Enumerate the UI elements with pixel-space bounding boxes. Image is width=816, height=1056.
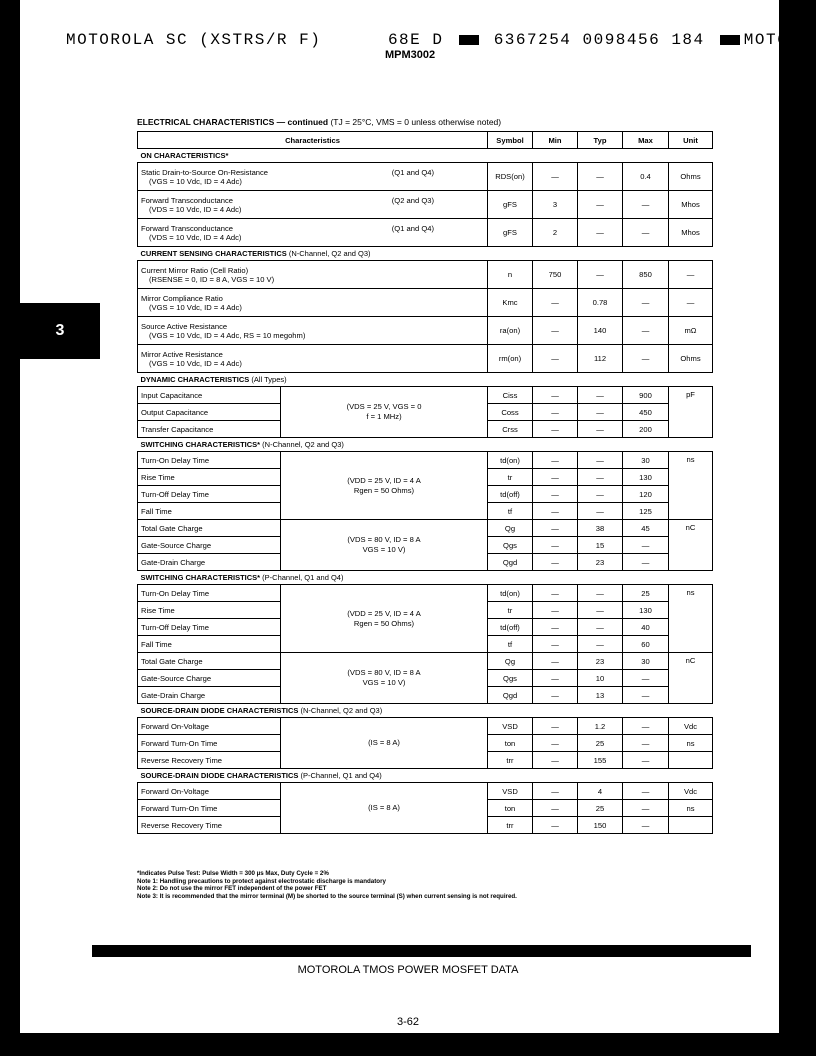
typ-cell: 23 [578,653,623,670]
scan-border-right [779,0,816,1056]
char-name: Transfer Capacitance [138,421,281,438]
test-condition: (VGS = 10 Vdc, ID = 4 Adc) [149,176,242,186]
min-cell: — [533,636,578,653]
typ-cell: 10 [578,670,623,687]
symbol-cell: Coss [488,404,533,421]
section-title: ON CHARACTERISTICS* [140,151,229,160]
symbol-cell: tr [488,469,533,486]
section-switching-p [138,571,713,585]
table-title-bold: ELECTRICAL CHARACTERISTICS — continued [137,117,329,127]
symbol-cell: VSD [488,718,533,735]
char-name: Reverse Recovery Time [138,817,281,834]
max-cell: — [623,554,669,571]
max-cell: 0.4 [623,163,669,191]
symbol-cell: Qg [488,520,533,537]
symbol-cell: Qgs [488,670,533,687]
char-name: Forward Turn-On Time [138,735,281,752]
section-title: DYNAMIC CHARACTERISTICS [140,375,250,384]
typ-cell: — [578,163,623,191]
unit-cell: Mhos [669,219,713,247]
table-row [138,191,713,219]
table-row [138,520,713,537]
col-min: Min [533,132,578,149]
section-subtitle: (N-Channel, Q2 and Q3) [286,249,371,258]
condition-line: Rgen = 50 Ohms) [353,618,415,628]
symbol-cell: ra(on) [488,317,533,345]
header-code2: 6367254 0098456 184 [493,31,705,49]
char-name: Fall Time [138,636,281,653]
typ-cell: 112 [578,345,623,373]
char-name: Forward Transconductance [141,223,234,233]
test-condition [281,387,488,438]
catalog-header [66,31,789,49]
max-cell: 850 [623,261,669,289]
typ-cell: 23 [578,554,623,571]
symbol-cell: rm(on) [488,345,533,373]
footer-rule [92,945,751,957]
table-row [138,783,713,800]
unit-cell: Vdc [669,718,713,735]
symbol-cell: td(on) [488,585,533,602]
device-note: (Q1 and Q4) [391,223,434,233]
section-tab [20,303,100,359]
device-note: (Q2 and Q3) [391,195,434,205]
unit-cell: Vdc [669,783,713,800]
char-name: Output Capacitance [138,404,281,421]
typ-cell: — [578,387,623,404]
section-title: SWITCHING CHARACTERISTICS* [140,573,261,582]
min-cell: — [533,602,578,619]
note-line: Note 1: Handling precautions to protect against electrostatic discharge is mandatory [137,877,386,885]
char-name: Mirror Compliance Ratio [141,293,223,303]
min-cell: — [533,735,578,752]
char-name: Turn-On Delay Time [138,585,281,602]
max-cell: 45 [623,520,669,537]
test-condition [281,520,488,571]
max-cell: — [623,345,669,373]
typ-cell: 140 [578,317,623,345]
scan-border-left [0,0,20,1056]
max-cell: 60 [623,636,669,653]
test-condition: (IS = 8 A) [281,718,488,769]
char-name: Current Mirror Ratio (Cell Ratio) [141,265,249,275]
typ-cell: — [578,585,623,602]
char-name: Turn-Off Delay Time [138,486,281,503]
unit-cell: nC [669,653,713,704]
col-typ: Typ [578,132,623,149]
min-cell: 750 [533,261,578,289]
condition-line: VGS = 10 V) [362,678,406,687]
char-name: Static Drain-to-Source On-Resistance [141,167,269,177]
test-condition: (VGS = 10 Vdc, ID = 4 Adc) [149,302,242,312]
char-name: Reverse Recovery Time [138,752,281,769]
note-line: *Indicates Pulse Test: Pulse Width = 300 µs Max, Duty Cycle = 2% [137,870,329,877]
header-row [138,132,713,149]
section-title: SWITCHING CHARACTERISTICS* [140,440,261,449]
max-cell: — [623,718,669,735]
typ-cell: — [578,469,623,486]
symbol-cell: Kmc [488,289,533,317]
section-current-sensing [138,247,713,261]
table-row [138,219,713,247]
typ-cell: — [578,404,623,421]
unit-cell: Ohms [669,163,713,191]
table-row [138,585,713,602]
condition-line: VGS = 10 V) [362,545,406,554]
col-characteristics: Characteristics [138,132,488,149]
min-cell: — [533,619,578,636]
char-name: Rise Time [138,602,281,619]
max-cell: 130 [623,602,669,619]
symbol-cell: Crss [488,421,533,438]
symbol-cell: VSD [488,783,533,800]
table-row [138,452,713,469]
typ-cell: 1.2 [578,718,623,735]
symbol-cell: Qgd [488,687,533,704]
min-cell: — [533,800,578,817]
section-subtitle: (P-Channel, Q1 and Q4) [260,573,344,582]
header-block [459,35,479,45]
test-condition: (VGS = 10 Vdc, ID = 4 Adc, RS = 10 megohm) [149,330,306,340]
min-cell: — [533,585,578,602]
min-cell: — [533,817,578,834]
char-name: Forward On-Voltage [138,718,281,735]
symbol-cell: Qgs [488,537,533,554]
char-name: Rise Time [138,469,281,486]
max-cell: — [623,317,669,345]
min-cell: — [533,752,578,769]
test-condition: (VGS = 10 Vdc, ID = 4 Adc) [149,358,242,368]
table-row [138,317,713,345]
unit-cell: Mhos [669,191,713,219]
char-name: Forward On-Voltage [138,783,281,800]
header-code3: MOT6 [743,31,789,49]
condition-line: (VDS = 80 V, ID = 8 A [347,535,421,544]
table-row [138,345,713,373]
min-cell: — [533,163,578,191]
section-title: SOURCE-DRAIN DIODE CHARACTERISTICS [140,771,299,780]
condition-line: (VDD = 25 V, ID = 4 A [347,475,421,485]
typ-cell: 13 [578,687,623,704]
unit-cell: nC [669,520,713,571]
min-cell: — [533,687,578,704]
max-cell: 40 [623,619,669,636]
typ-cell: 38 [578,520,623,537]
section-subtitle: (All Types) [249,375,287,384]
part-number: MPM3002 [385,49,436,61]
min-cell: — [533,537,578,554]
char-name: Gate-Drain Charge [138,554,281,571]
symbol-cell: ton [488,800,533,817]
section-diode-p [138,769,713,783]
symbol-cell: gFS [488,191,533,219]
unit-cell: — [669,261,713,289]
max-cell: — [623,289,669,317]
symbol-cell: tf [488,503,533,520]
typ-cell: — [578,503,623,520]
min-cell: — [533,718,578,735]
typ-cell: — [578,636,623,653]
max-cell: — [623,735,669,752]
unit-cell: Ohms [669,345,713,373]
min-cell: 2 [533,219,578,247]
max-cell: 200 [623,421,669,438]
char-name: Gate-Source Charge [138,537,281,554]
note-line: Note 2: Do not use the mirror FET independent of the power FET [137,885,327,892]
max-cell: 30 [623,653,669,670]
table-row [138,718,713,735]
condition-line: (VDS = 80 V, ID = 8 A [347,668,421,677]
section-title: SOURCE-DRAIN DIODE CHARACTERISTICS [140,706,299,715]
max-cell: — [623,817,669,834]
device-note: (Q1 and Q4) [391,167,434,177]
symbol-cell: tr [488,602,533,619]
max-cell: — [623,537,669,554]
spec-table [137,131,713,834]
char-name: Forward Turn-On Time [138,800,281,817]
max-cell: 25 [623,585,669,602]
min-cell: — [533,670,578,687]
header-code1: 68E D [387,31,444,49]
typ-cell: — [578,619,623,636]
min-cell: — [533,653,578,670]
min-cell: — [533,452,578,469]
max-cell: — [623,783,669,800]
symbol-cell: ton [488,735,533,752]
section-subtitle: (N-Channel, Q2 and Q3) [260,440,344,449]
max-cell: — [623,219,669,247]
test-condition [281,585,488,653]
scan-border-bottom [0,1033,816,1056]
symbol-cell: tf [488,636,533,653]
min-cell: — [533,289,578,317]
char-name: Fall Time [138,503,281,520]
char-name: Input Capacitance [138,387,281,404]
col-symbol: Symbol [488,132,533,149]
symbol-cell: n [488,261,533,289]
header-block [720,35,740,45]
footer-title: MOTOROLA TMOS POWER MOSFET DATA [297,964,519,976]
min-cell: — [533,404,578,421]
section-subtitle: (N-Channel, Q2 and Q3) [298,706,383,715]
section-switching-n [138,438,713,452]
char-name: Turn-Off Delay Time [138,619,281,636]
symbol-cell: Qg [488,653,533,670]
section-diode-n [138,704,713,718]
max-cell: — [623,687,669,704]
typ-cell: 15 [578,537,623,554]
max-cell: 30 [623,452,669,469]
note-line: Note 3: It is recommended that the mirror terminal (M) be shorted to the source terminal (S) when current sensing is not required. [137,892,517,900]
char-name: Gate-Drain Charge [138,687,281,704]
table-row [138,653,713,670]
unit-cell: ns [669,800,713,817]
page-number: 3-62 [396,1016,420,1028]
char-name: Mirror Active Resistance [141,349,223,359]
typ-cell: 4 [578,783,623,800]
min-cell: — [533,469,578,486]
char-name: Gate-Source Charge [138,670,281,687]
symbol-cell: trr [488,817,533,834]
section-dynamic [138,373,713,387]
condition-line: (VDS = 25 V, VGS = 0 [346,402,422,411]
table-row [138,387,713,404]
char-name: Source Active Resistance [141,321,228,331]
unit-cell: ns [669,585,713,653]
char-name: Forward Transconductance [141,195,234,205]
notes [137,870,517,900]
min-cell: — [533,421,578,438]
test-condition: (RSENSE = 0, ID = 8 A, VGS = 10 V) [149,274,275,284]
min-cell: — [533,345,578,373]
col-unit: Unit [669,132,713,149]
max-cell: 900 [623,387,669,404]
char-name: Total Gate Charge [138,520,281,537]
typ-cell: — [578,219,623,247]
col-max: Max [623,132,669,149]
max-cell: — [623,670,669,687]
typ-cell: — [578,486,623,503]
test-condition [281,653,488,704]
test-condition: (VDS = 10 Vdc, ID = 4 Adc) [149,232,242,242]
max-cell: — [623,191,669,219]
min-cell: — [533,554,578,571]
max-cell: 450 [623,404,669,421]
symbol-cell: td(off) [488,619,533,636]
test-condition: (IS = 8 A) [281,783,488,834]
header-left: MOTOROLA SC (XSTRS/R F) [66,31,322,49]
symbol-cell: td(off) [488,486,533,503]
typ-cell: 150 [578,817,623,834]
table-row [138,289,713,317]
symbol-cell: Ciss [488,387,533,404]
unit-cell: mΩ [669,317,713,345]
typ-cell: — [578,421,623,438]
typ-cell: 25 [578,735,623,752]
symbol-cell: td(on) [488,452,533,469]
unit-cell: ns [669,735,713,752]
max-cell: — [623,752,669,769]
symbol-cell: gFS [488,219,533,247]
condition-line: f = 1 MHz) [366,412,402,421]
min-cell: — [533,520,578,537]
typ-cell: — [578,602,623,619]
typ-cell: 155 [578,752,623,769]
electrical-characteristics-table [137,131,713,834]
max-cell: 120 [623,486,669,503]
min-cell: — [533,783,578,800]
min-cell: — [533,486,578,503]
unit-cell: ns [669,452,713,520]
condition-line: Rgen = 50 Ohms) [353,485,415,495]
test-condition: (VDS = 10 Vdc, ID = 4 Adc) [149,204,242,214]
table-title-cond: (TJ = 25°C, VMS = 0 unless otherwise noted) [330,117,502,127]
char-name: Total Gate Charge [138,653,281,670]
unit-cell [669,817,713,834]
min-cell: — [533,317,578,345]
min-cell: — [533,503,578,520]
section-subtitle: (P-Channel, Q1 and Q4) [298,771,382,780]
unit-cell: pF [669,387,713,438]
table-title [137,117,501,127]
char-name: Turn-On Delay Time [138,452,281,469]
max-cell: 130 [623,469,669,486]
typ-cell: 0.78 [578,289,623,317]
section-title: CURRENT SENSING CHARACTERISTICS [140,249,287,258]
table-row [138,261,713,289]
max-cell: 125 [623,503,669,520]
unit-cell: — [669,289,713,317]
test-condition [281,452,488,520]
min-cell: — [533,387,578,404]
max-cell: — [623,800,669,817]
symbol-cell: Qgd [488,554,533,571]
typ-cell: 25 [578,800,623,817]
typ-cell: — [578,261,623,289]
unit-cell [669,752,713,769]
table-row [138,163,713,191]
typ-cell: — [578,452,623,469]
symbol-cell: RDS(on) [488,163,533,191]
symbol-cell: trr [488,752,533,769]
min-cell: 3 [533,191,578,219]
section-tab-label: 3 [55,322,65,339]
typ-cell: — [578,191,623,219]
section-on [138,149,713,163]
condition-line: (VDD = 25 V, ID = 4 A [347,608,421,618]
